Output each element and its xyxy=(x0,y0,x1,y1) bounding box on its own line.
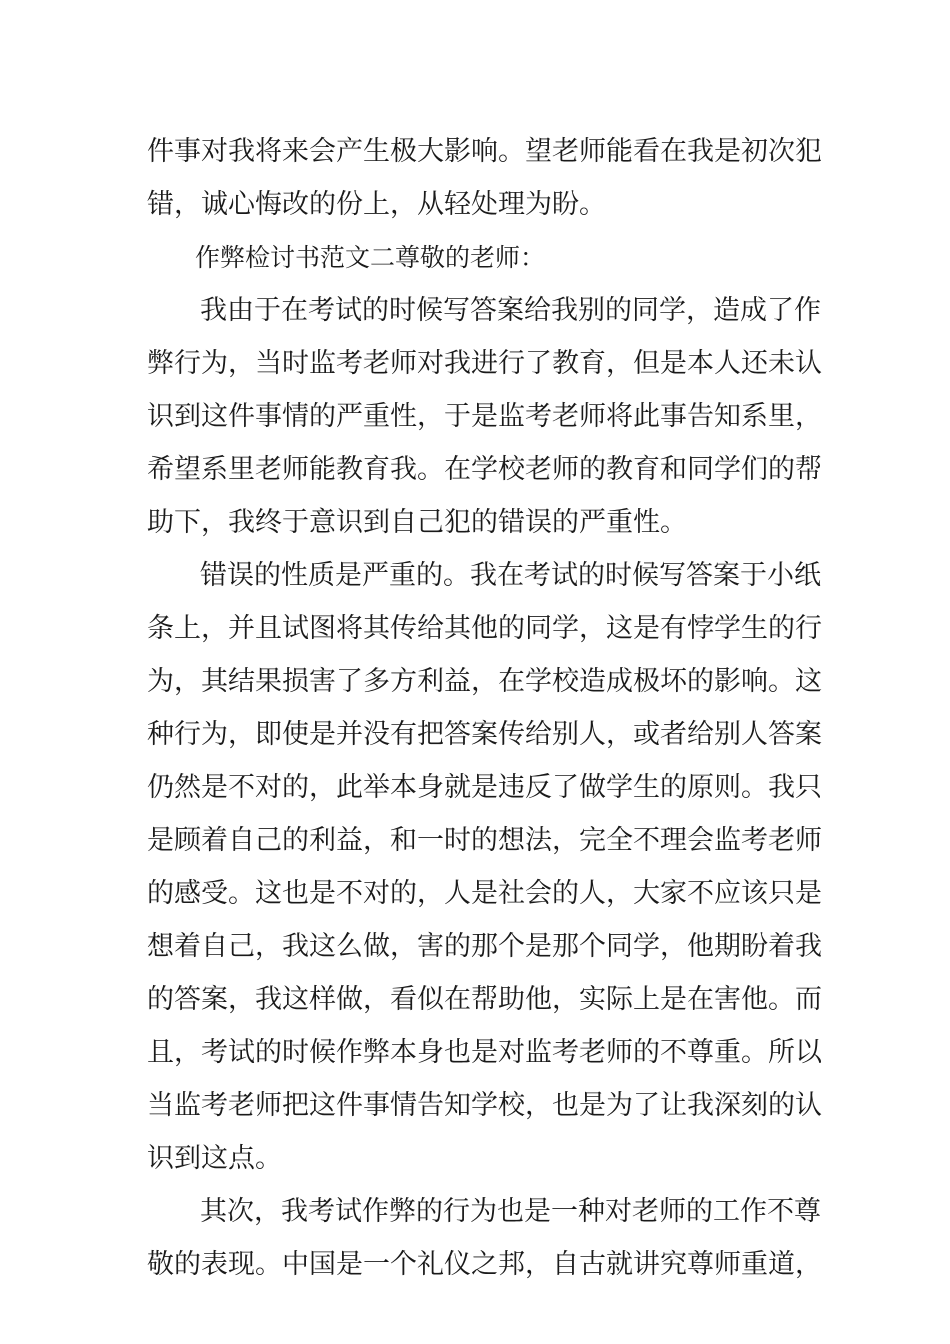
text-line: 条上，并且试图将其传给其他的同学，这是有悖学生的行 xyxy=(147,613,822,644)
text-line: 且，考试的时候作弊本身也是对监考老师的不尊重。所以 xyxy=(147,1037,822,1068)
section-heading: 作弊检讨书范文二尊敬的老师： xyxy=(195,243,546,272)
text-line: 为，其结果损害了多方利益，在学校造成极坏的影响。这 xyxy=(147,666,822,697)
text-line: 识到这件事情的严重性，于是监考老师将此事告知系里， xyxy=(147,401,822,432)
text-line: 种行为，即使是并没有把答案传给别人，或者给别人答案 xyxy=(147,719,822,750)
text-line: 识到这点。 xyxy=(147,1143,282,1174)
text-line: 是顾着自己的利益，和一时的想法，完全不理会监考老师 xyxy=(147,825,822,856)
text-line: 弊行为，当时监考老师对我进行了教育，但是本人还未认 xyxy=(147,348,822,379)
text-line: 助下，我终于意识到自己犯的错误的严重性。 xyxy=(147,507,687,538)
text-line: 的感受。这也是不对的，人是社会的人，大家不应该只是 xyxy=(147,878,822,909)
text-line: 希望系里老师能教育我。在学校老师的教育和同学们的帮 xyxy=(147,454,822,485)
text-line: 错误的性质是严重的。我在考试的时候写答案于小纸 xyxy=(200,560,821,591)
text-line: 仍然是不对的，此举本身就是违反了做学生的原则。我只 xyxy=(147,772,822,803)
text-line: 件事对我将来会产生极大影响。望老师能看在我是初次犯 xyxy=(147,136,822,167)
text-line: 敬的表现。中国是一个礼仪之邦，自古就讲究尊师重道， xyxy=(147,1249,822,1280)
text-line: 其次，我考试作弊的行为也是一种对老师的工作不尊 xyxy=(200,1196,821,1227)
text-line: 错，诚心悔改的份上，从轻处理为盼。 xyxy=(147,189,606,220)
text-line: 我由于在考试的时候写答案给我别的同学，造成了作 xyxy=(200,295,821,326)
text-line: 的答案，我这样做，看似在帮助他，实际上是在害他。而 xyxy=(147,984,822,1015)
text-line: 想着自己，我这么做，害的那个是那个同学，他期盼着我 xyxy=(147,931,822,962)
text-line: 当监考老师把这件事情告知学校，也是为了让我深刻的认 xyxy=(147,1090,822,1121)
